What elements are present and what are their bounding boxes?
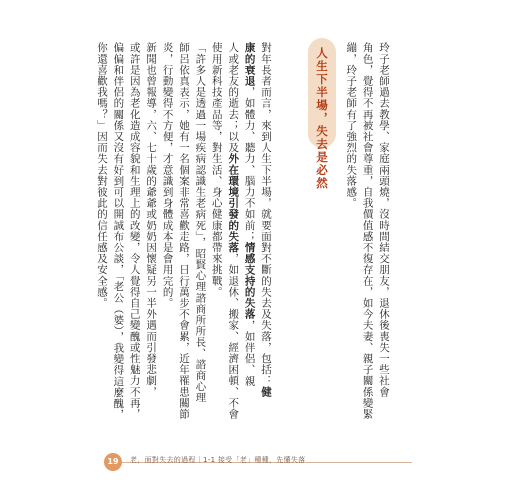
bold-text: 康的衰退 — [243, 42, 256, 87]
text-line: 玲子老師過去教學、家庭兩頭燒，沒時間結交朋友，退休後喪失一些社會 — [378, 42, 390, 398]
page-number: 19 — [104, 453, 122, 471]
text-line: 角色，覺得不再被社會尊重，自我價值感不復存在，如今夫妻、親子關係變緊 — [361, 42, 374, 420]
text-line: 或許是因為老化造成容貌和生理上的改變，令人覺得自己變醜或性魅力不再， — [128, 42, 141, 420]
text-run: ，如伴侶、親 — [243, 319, 256, 387]
paragraph-intro — [343, 42, 392, 419]
text-line — [225, 42, 241, 420]
text-line: 偏偏和伴侶的關係又沒有好到可以開誠布公談，「老公（婆），我變得這麼醜， — [112, 42, 125, 420]
text-run: 對年長者而言，來到人生下半場，就要面對不斷的失去及失落，包括： — [260, 42, 272, 387]
text-line: 你還喜歡我嗎？」因而失去對彼此的信任感及安全感。 — [95, 42, 108, 309]
text-line: 繃，玲子老師有了強烈的失落感。 — [345, 42, 358, 209]
text-line: 炎，行動變得不方便，才意識到身體成本是會用完的。 — [161, 42, 174, 309]
text-line: 新聞也曾報導，六、七十歲的爺爺或奶奶因懷疑另一半外遇而引發悲劇， — [145, 42, 158, 398]
text-line — [241, 42, 257, 420]
text-line: 「許多人是透過一場疾病認識生老病死」，昭賢心理諮商所所長、諮商心理 — [194, 42, 207, 404]
text-run: ，如體力、聽力、腦力不如前； — [243, 86, 256, 242]
section-heading: 人生下半場，失去是必然 — [315, 47, 329, 190]
bold-text: 情感支持的失落 — [243, 241, 256, 320]
running-title: 老，面對失去的過程｜1-1 接受「老」種種，先懂失落 — [130, 456, 306, 464]
text-run: ，如退休、搬家、經濟困頓、不會 — [227, 252, 240, 420]
bold-text: 健 — [260, 386, 272, 398]
text-run: 人或老友的逝去；以及 — [227, 42, 240, 153]
text-line: 使用新科技產品等，對生活、身心健康都帶來挑戰。 — [210, 42, 223, 298]
text-line: 師呂依真表示，她有一名個案非常喜歡走路，日行萬步不會累，近年罹患關節 — [177, 42, 190, 420]
text-line — [258, 42, 274, 420]
bold-text: 外在環境引發的失落 — [227, 153, 240, 253]
body-text — [94, 42, 274, 420]
